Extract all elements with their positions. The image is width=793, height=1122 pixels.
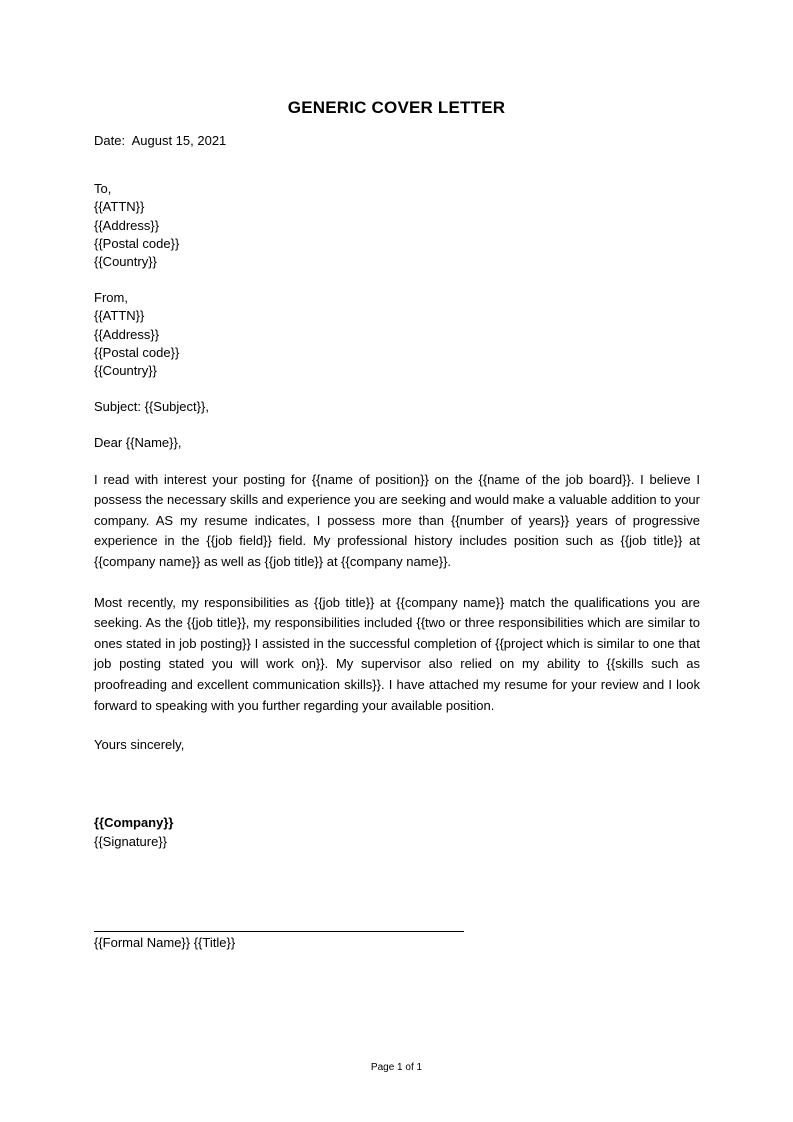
recipient-country: {{Country}}	[94, 254, 157, 270]
sender-address: {{Address}}	[94, 326, 160, 342]
signature-placeholder: {{Signature}}	[94, 833, 168, 849]
body-paragraph-1: I read with interest your posting for {{name of position}} on the {{name of the job board}}. I believe I possess the necessary skills and experience you are seeking and would make a valuable addition to your company. AS my resume indicates, I possess more than {{number of years}} years of progressive experience in the {{job field}} field. My professional history includes position such as {{job title}} at {{company name}} as well as {{job title}} at {{company name}}.	[94, 471, 700, 570]
sender-attn: {{ATTN}}	[94, 308, 145, 324]
sender-postal-code: {{Postal code}}	[94, 344, 180, 360]
signature-block	[94, 814, 700, 850]
sender-label: From,	[94, 290, 128, 306]
page-footer: Page 1 of 1	[370, 1062, 423, 1073]
signature-line-wrap	[94, 931, 464, 932]
date-line	[94, 132, 700, 150]
recipient-postal-code: {{Postal code}}	[94, 235, 180, 251]
company-name: {{Company}}	[94, 815, 174, 831]
recipient-block	[94, 180, 700, 271]
sender-block	[94, 289, 700, 380]
letter-body	[94, 132, 700, 851]
date-value: August 15, 2021	[131, 133, 227, 148]
signature-line	[94, 931, 464, 932]
closing-line: Yours sincerely,	[94, 737, 185, 753]
recipient-attn: {{ATTN}}	[94, 199, 145, 215]
body-paragraph-2: Most recently, my responsibilities as {{job title}} at {{company name}} match the qualifications you are seeking. As the {{job title}}, my responsibilities included {{two or three responsibilities which are similar to ones stated in job posting}} I assisted in the successful completion of {{project which is similar to one that job posting stated you will work on}}. My supervisor also relied on my ability to {{skills such as proofreading and excellent communication skills}}. I have attached my resume for your review and I look forward to speaking with you further regarding your available position.	[94, 594, 700, 713]
date-label: Date:	[94, 133, 126, 148]
recipient-address: {{Address}}	[94, 217, 160, 233]
salutation: Dear {{Name}},	[94, 435, 182, 451]
subject-line: Subject: {{Subject}},	[94, 399, 209, 415]
recipient-label: To,	[94, 181, 112, 197]
formal-name-title: {{Formal Name}} {{Title}}	[94, 935, 236, 950]
sender-country: {{Country}}	[94, 363, 157, 379]
document-title: GENERIC COVER LETTER	[287, 98, 506, 117]
